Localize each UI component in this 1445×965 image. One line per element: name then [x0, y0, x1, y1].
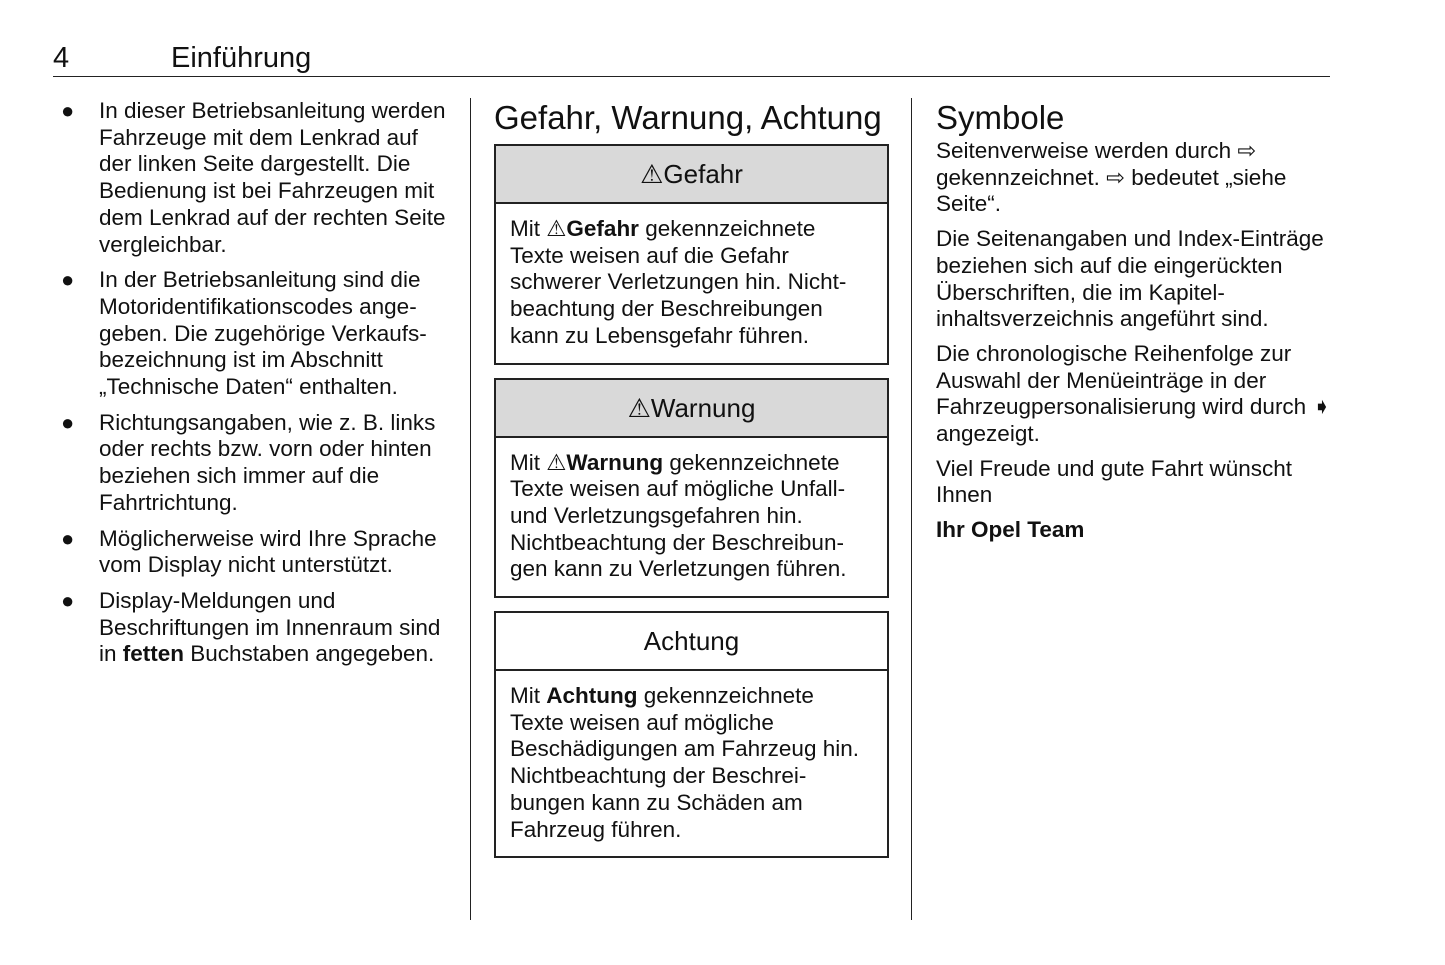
text-fragment: gekennzeichnete Texte weisen auf die Gefahr schwerer Verletzungen hin. Nichtbeachtung der Beschreibungen kann zu Lebensgefahr führen. — [510, 216, 847, 348]
paragraph — [936, 138, 1336, 218]
text-fragment: Mit — [510, 683, 547, 709]
left-column — [53, 98, 453, 677]
caution-notice — [494, 611, 889, 858]
list-item-text: In der Betriebsanleitung sind die Motoridentifikationscodes angegeben. Die zugehörige Verkaufsbezeichnung ist im Abschnitt „Technische Daten“ enthalten. — [99, 267, 427, 400]
text-fragment: gekennzeichnet. — [936, 164, 1107, 190]
notice-body — [496, 204, 887, 363]
bullet-dot-icon: ● — [61, 409, 75, 435]
list-item — [53, 588, 453, 668]
text-fragment: angezeigt. — [936, 421, 1040, 447]
bullet-dot-icon: ● — [61, 98, 75, 123]
paragraph: Viel Freude und gute Fahrt wünscht Ihnen — [936, 455, 1293, 508]
paragraph — [936, 341, 1336, 448]
bullet-list — [53, 98, 453, 668]
bold-word: Ihr Opel Team — [936, 517, 1085, 543]
text-fragment: gekennzeichnete Texte weisen auf mögliche Unfall- und Verletzungsgefahren hin. Nichtbeachtung der Beschreibungen kann zu Verletzungen führen. — [510, 449, 847, 582]
notice-heading-text: Gefahr — [663, 159, 743, 189]
bold-word: Achtung — [546, 683, 638, 709]
list-item — [53, 98, 453, 258]
bold-word: Warnung — [566, 449, 664, 475]
list-item-text: Richtungsangaben, wie z. B. links oder rechts bzw. vorn oder hinten beziehen sich immer auf die Fahrtrichtung. — [99, 409, 436, 515]
paragraph: Die Seitenangaben und Index-Einträge beziehen sich auf die eingerückten Überschriften, die im Kapitelinhaltsverzeichnis angeführt sind. — [936, 226, 1324, 332]
text-fragment: Mit — [510, 216, 547, 241]
text-fragment: Mit — [510, 449, 547, 475]
bullet-dot-icon: ● — [61, 587, 75, 613]
right-column — [936, 98, 1336, 552]
warning-notice — [494, 378, 889, 599]
list-item-text: In dieser Betriebsanleitung werden Fahrzeuge mit dem Lenkrad auf der linken Seite dargestellt. Die Bedienung ist bei Fahrzeugen mit dem Lenkrad auf der rechten Seite vergleichbar. — [99, 98, 446, 257]
list-item — [53, 410, 453, 517]
warning-triangle-icon: ⚠ — [546, 449, 567, 475]
middle-column — [494, 98, 889, 871]
signature — [936, 517, 1336, 544]
bold-word: fetten — [122, 641, 185, 667]
list-item — [53, 526, 453, 579]
notice-body — [496, 671, 887, 856]
text-fragment: bedeutet „siehe Seite“. — [936, 164, 1287, 217]
section-title: Gefahr, Warnung, Achtung — [494, 99, 882, 136]
notice-heading — [496, 613, 887, 671]
page-header — [53, 40, 1330, 77]
bold-word: Gefahr — [566, 216, 639, 241]
text-fragment: Display-Meldungen und Beschriftungen im Innenraum sind in — [99, 587, 441, 667]
text-fragment: gekennzeichnete Texte weisen auf mögliche Beschädigungen am Fahrzeug hin. Nichtbeachtung der Beschreibungen kann zu Schäden am Fahrzeug führen. — [510, 683, 859, 842]
danger-notice — [494, 144, 889, 365]
chapter-title: Einführung — [171, 42, 312, 74]
list-item-text: Möglicherweise wird Ihre Sprache vom Display nicht unterstützt. — [99, 525, 437, 578]
text-fragment: Die chronologische Reihenfolge zur Auswahl der Menüeinträge in der Fahrzeugpersonalisierung wird durch — [936, 340, 1313, 420]
notice-heading-text: Achtung — [643, 626, 740, 657]
list-item — [53, 267, 453, 401]
notice-heading-text: Warnung — [650, 392, 756, 423]
warning-triangle-icon: ⚠ — [640, 159, 664, 189]
page-reference-arrow-icon: ⇨ — [1106, 164, 1125, 190]
warning-triangle-icon: ⚠ — [627, 392, 651, 423]
notice-heading — [496, 380, 887, 438]
bullet-dot-icon: ● — [61, 525, 75, 551]
warning-triangle-icon: ⚠ — [546, 216, 567, 241]
column-divider — [911, 98, 912, 920]
text-fragment: Buchstaben angegeben. — [184, 641, 435, 667]
page-reference-arrow-icon: ⇨ — [1237, 138, 1257, 163]
column-divider — [470, 98, 471, 920]
list-item-text — [99, 588, 440, 666]
menu-arrow-icon: ➧ — [1312, 394, 1332, 420]
notice-heading — [496, 146, 887, 204]
section-title: Symbole — [936, 99, 1065, 136]
notice-body — [496, 438, 887, 597]
page-number: 4 — [53, 42, 70, 74]
text-fragment: Seitenverweise werden durch — [936, 138, 1238, 163]
bullet-dot-icon: ● — [61, 267, 75, 293]
